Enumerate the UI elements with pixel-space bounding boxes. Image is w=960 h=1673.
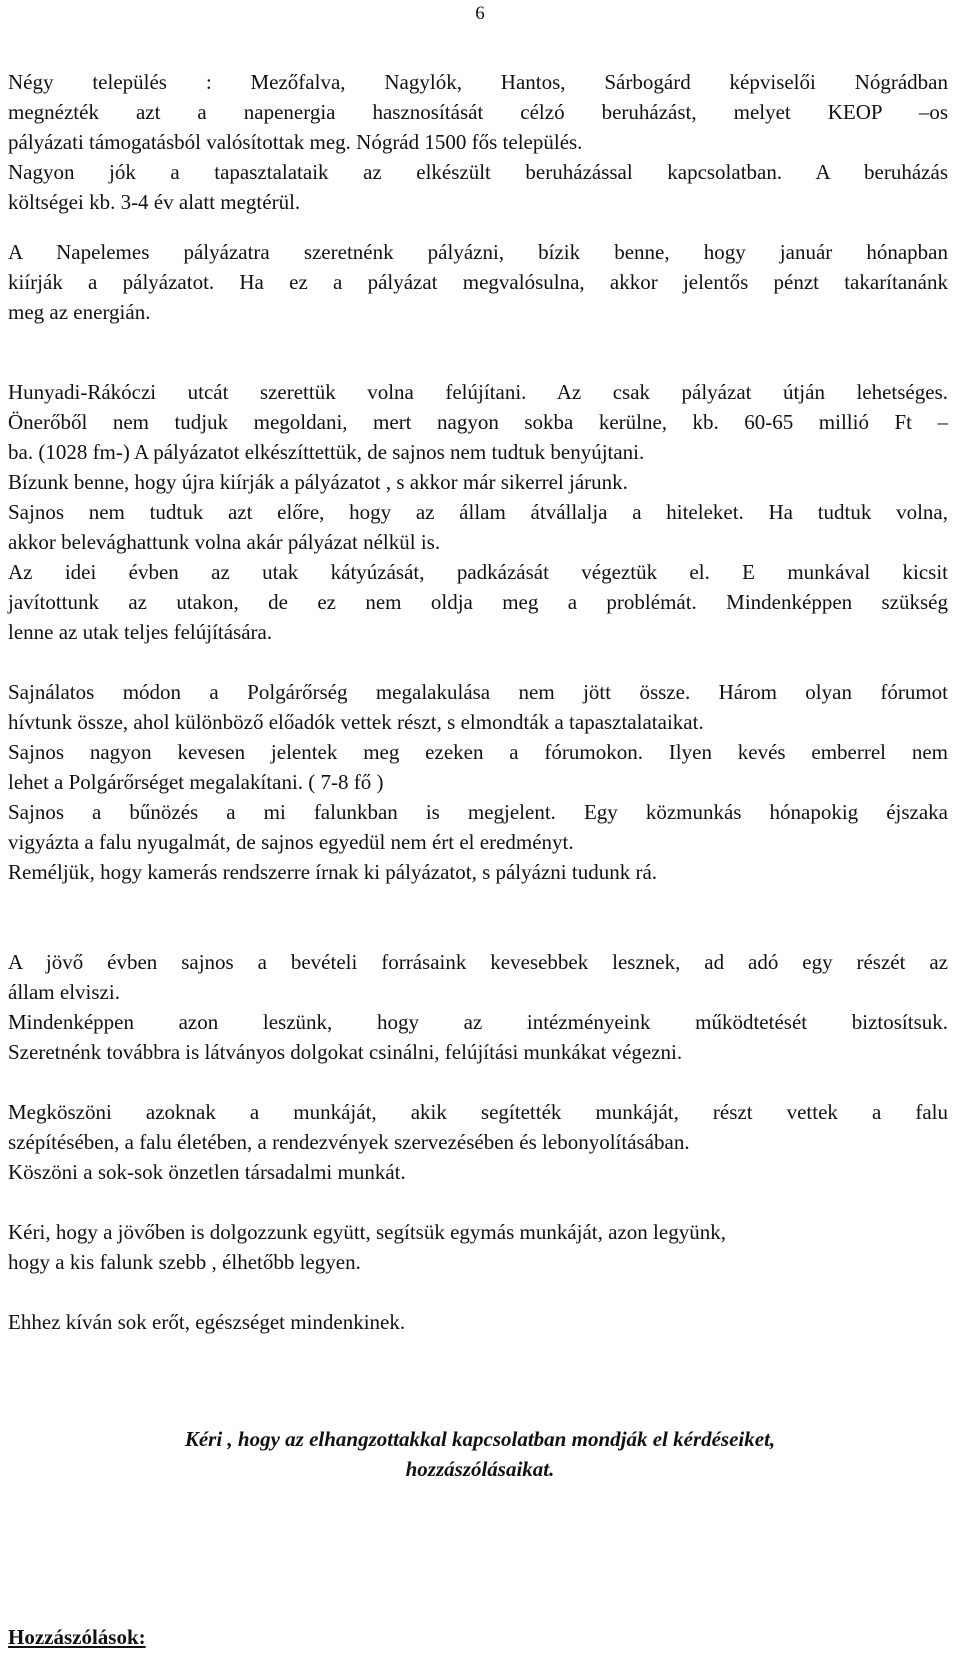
paragraph-solar-visit bbox=[8, 67, 948, 217]
text-line: A jövő évben sajnos a bevételi forrásaink kevesebbek lesznek, ad adó egy részét az bbox=[8, 950, 948, 974]
closing-request bbox=[0, 1424, 960, 1484]
page-number: 6 bbox=[475, 3, 485, 24]
paragraph-gap bbox=[8, 327, 948, 377]
text-line: megnézték azt a napenergia hasznosítását célzó beruházást, melyet KEOP –os bbox=[8, 100, 948, 124]
text-line: A Napelemes pályázatra szeretnénk pályázni, bízik benne, hogy január hónapban bbox=[8, 240, 948, 264]
text-line: Sajnálatos módon a Polgárőrség megalakulása nem jött össze. Három olyan fórumot bbox=[8, 680, 948, 704]
text-line: szépítésében, a falu életében, a rendezvények szervezésében és lebonyolításában. bbox=[8, 1130, 690, 1154]
text-line: meg az energián. bbox=[8, 300, 151, 324]
closing-line: hozzászólásaikat. bbox=[405, 1457, 555, 1481]
paragraph-gap bbox=[8, 887, 948, 947]
text-line: akkor belevághattunk volna akár pályázat nélkül is. bbox=[8, 530, 441, 554]
text-line: javítottunk az utakon, de ez nem oldja meg a problémát. Mindenképpen szükség bbox=[8, 590, 948, 614]
text-line: Hunyadi-Rákóczi utcát szerettük volna felújítani. Az csak pályázat útján lehetséges. bbox=[8, 380, 948, 404]
text-line: Négy település : Mezőfalva, Nagylók, Hantos, Sárbogárd képviselői Nógrádban bbox=[8, 70, 948, 94]
text-line: Ehhez kíván sok erőt, egészséget mindenkinek. bbox=[8, 1310, 406, 1334]
text-line: kiírják a pályázatot. Ha ez a pályázat megvalósulna, akkor jelentős pénzt takarítanánk bbox=[8, 270, 948, 294]
text-line: Sajnos nagyon kevesen jelentek meg ezeken a fórumokon. Ilyen kevés emberrel nem bbox=[8, 740, 948, 764]
text-line: lehet a Polgárőrséget megalakítani. ( 7-8 fő ) bbox=[8, 770, 384, 794]
text-line: állam elviszi. bbox=[8, 980, 120, 1004]
text-line: Mindenképpen azon leszünk, hogy az intézményeink működtetését biztosítsuk. bbox=[8, 1010, 948, 1034]
paragraph-gap bbox=[8, 1187, 948, 1217]
document-body bbox=[8, 67, 948, 1337]
text-line: vigyázta a falu nyugalmát, de sajnos egyedül nem ért el eredményt. bbox=[8, 830, 574, 854]
paragraph-gap bbox=[8, 647, 948, 677]
paragraph-civil-guard bbox=[8, 677, 948, 887]
comments-heading: Hozzászólások: bbox=[8, 1625, 146, 1649]
text-line: Kéri, hogy a jövőben is dolgozzunk együtt, segítsük egymás munkáját, azon legyünk, bbox=[8, 1220, 726, 1244]
text-line: Sajnos nem tudtuk azt előre, hogy az állam átvállalja a hiteleket. Ha tudtuk volna, bbox=[8, 500, 948, 524]
text-line: Megköszöni azoknak a munkáját, akik segítették munkáját, részt vettek a falu bbox=[8, 1100, 948, 1124]
text-line: ba. (1028 fm-) A pályázatot elkészíttettük, de sajnos nem tudtuk benyújtani. bbox=[8, 440, 645, 464]
paragraph-gap bbox=[8, 1067, 948, 1097]
text-line: Az idei évben az utak kátyúzását, padkázását végeztük el. E munkával kicsit bbox=[8, 560, 948, 584]
paragraph-roads bbox=[8, 377, 948, 647]
text-line: Nagyon jók a tapasztalataik az elkészült beruházással kapcsolatban. A beruházás bbox=[8, 160, 948, 184]
text-line: Sajnos a bűnözés a mi falunkban is megjelent. Egy közmunkás hónapokig éjszaka bbox=[8, 800, 948, 824]
paragraph-thanks bbox=[8, 1097, 948, 1187]
closing-line: Kéri , hogy az elhangzottakkal kapcsolatban mondják el kérdéseiket, bbox=[184, 1427, 776, 1451]
paragraph-next-year bbox=[8, 947, 948, 1067]
paragraph-cooperation bbox=[8, 1217, 948, 1277]
text-line: lenne az utak teljes felújítására. bbox=[8, 620, 273, 644]
paragraph-solar-tender bbox=[8, 237, 948, 327]
text-line: hívtunk össze, ahol különböző előadók vettek részt, s elmondták a tapasztalataikat. bbox=[8, 710, 704, 734]
text-line: Bízunk benne, hogy újra kiírják a pályázatot , s akkor már sikerrel járunk. bbox=[8, 470, 628, 494]
text-line: pályázati támogatásból valósítottak meg. Nógrád 1500 fős település. bbox=[8, 130, 583, 154]
paragraph-gap bbox=[8, 1277, 948, 1307]
text-line: Reméljük, hogy kamerás rendszerre írnak ki pályázatot, s pályázni tudunk rá. bbox=[8, 860, 658, 884]
text-line: költségei kb. 3-4 év alatt megtérül. bbox=[8, 190, 301, 214]
text-line: Szeretnénk továbbra is látványos dolgokat csinálni, felújítási munkákat végezni. bbox=[8, 1040, 683, 1064]
paragraph-gap bbox=[8, 217, 948, 237]
text-line: Köszöni a sok-sok önzetlen társadalmi munkát. bbox=[8, 1160, 406, 1184]
paragraph-wishes bbox=[8, 1307, 948, 1337]
text-line: hogy a kis falunk szebb , élhetőbb legyen. bbox=[8, 1250, 361, 1274]
text-line: Önerőből nem tudjuk megoldani, mert nagyon sokba kerülne, kb. 60-65 millió Ft – bbox=[8, 410, 948, 434]
